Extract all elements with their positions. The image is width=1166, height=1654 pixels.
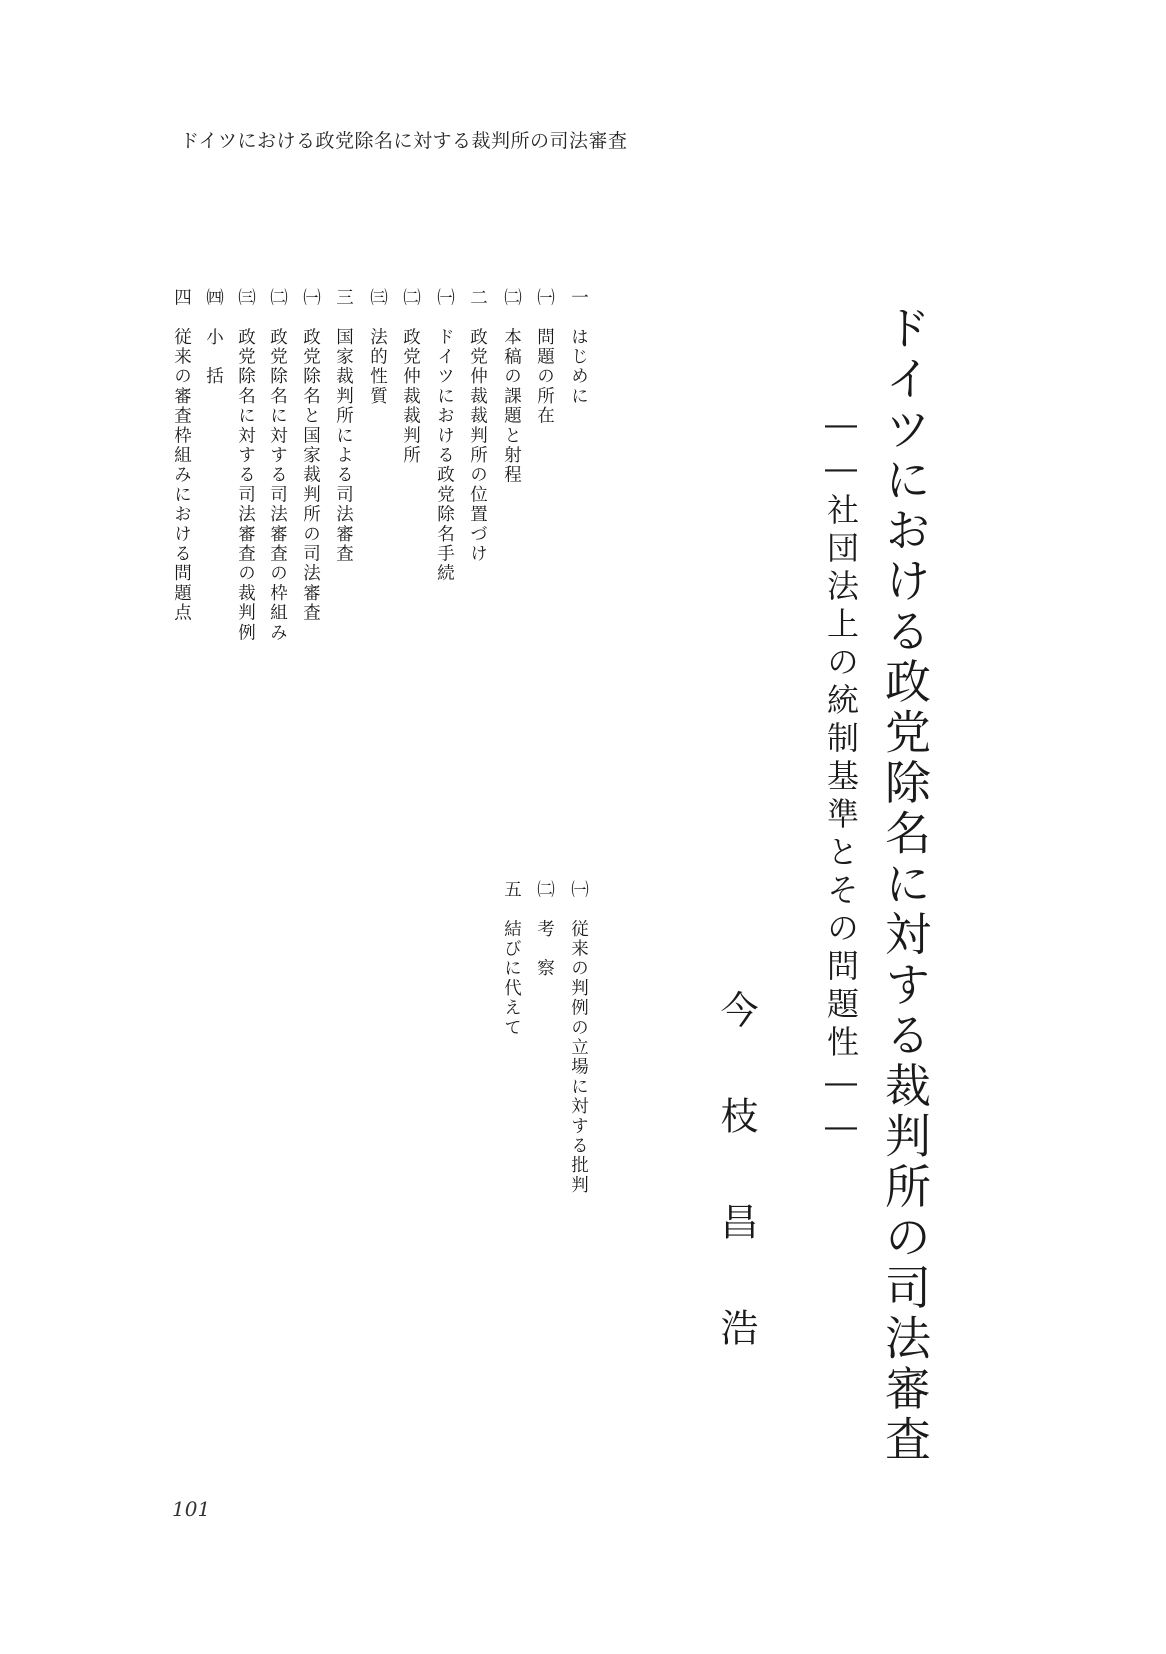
author-name: 今枝昌浩: [714, 990, 758, 1414]
toc-entry-number: ㈡: [501, 288, 522, 308]
toc-entry-number: 二: [467, 288, 488, 308]
toc-entry: [236, 288, 254, 643]
toc-entry: [502, 880, 520, 1038]
toc-entry: [301, 288, 319, 623]
toc-entry-label: はじめに: [568, 327, 589, 407]
toc-entry: [401, 288, 419, 465]
toc-entry-label: 国家裁判所による司法審査: [333, 327, 354, 564]
toc-entry-number: ㈡: [534, 880, 555, 900]
toc-entry-label: ドイツにおける政党除名手続: [434, 327, 455, 584]
toc-entry: [569, 288, 587, 406]
toc-entry: [569, 880, 587, 1195]
toc-entry-number: ㈠: [300, 288, 321, 308]
toc-entry-number: 四: [171, 288, 192, 308]
running-header: ドイツにおける政党除名に対する裁判所の司法審査: [180, 130, 628, 152]
toc-entry-number: ㈠: [568, 880, 589, 900]
toc-entry: [172, 288, 190, 623]
toc-entry-number: ㈡: [400, 288, 421, 308]
toc-entry-label: 本稿の課題と射程: [501, 327, 522, 486]
toc-entry-number: ㈢: [367, 288, 388, 308]
toc-entry: [368, 288, 386, 406]
toc-entry-label: 政党除名に対する司法審査の裁判例: [235, 327, 256, 643]
toc-entry: [204, 288, 222, 387]
toc-entry-number: ㈡: [267, 288, 288, 308]
toc-entry-number: 五: [501, 880, 522, 900]
toc-entry: [334, 288, 352, 564]
toc-entry: [468, 288, 486, 564]
toc-entry-number: ㈠: [534, 288, 555, 308]
toc-entry: [268, 288, 286, 643]
toc-entry: [535, 288, 553, 426]
article-subtitle: ――社団法上の統制基準とその問題性――: [822, 405, 860, 1151]
toc-entry-number: ㈢: [235, 288, 256, 308]
toc-entry-label: 政党仲裁裁判所の位置づけ: [467, 327, 488, 564]
toc-entry-label: 考 察: [534, 919, 555, 979]
toc-entry-label: 従来の審査枠組みにおける問題点: [171, 327, 192, 623]
toc-entry-label: 法的性質: [367, 327, 388, 407]
toc-entry-label: 従来の判例の立場に対する批判: [568, 919, 589, 1196]
toc-entry-label: 政党除名に対する司法審査の枠組み: [267, 327, 288, 643]
toc-entry: [502, 288, 520, 485]
toc-entry: [535, 880, 553, 979]
toc-entry-number: 三: [333, 288, 354, 308]
toc-entry-label: 政党除名と国家裁判所の司法審査: [300, 327, 321, 623]
page-number: 101: [172, 1497, 211, 1521]
toc-entry-number: ㈣: [203, 288, 224, 308]
toc-entry-label: 小 括: [203, 327, 224, 387]
article-title: ドイツにおける政党除名に対する裁判所の司法審査: [878, 304, 932, 1466]
toc-entry: [435, 288, 453, 584]
toc-entry-label: 結びに代えて: [501, 919, 522, 1038]
toc-entry-number: ㈠: [434, 288, 455, 308]
toc-entry-label: 政党仲裁裁判所: [400, 327, 421, 466]
toc-entry-number: 一: [568, 288, 589, 308]
toc-entry-label: 問題の所在: [534, 327, 555, 426]
